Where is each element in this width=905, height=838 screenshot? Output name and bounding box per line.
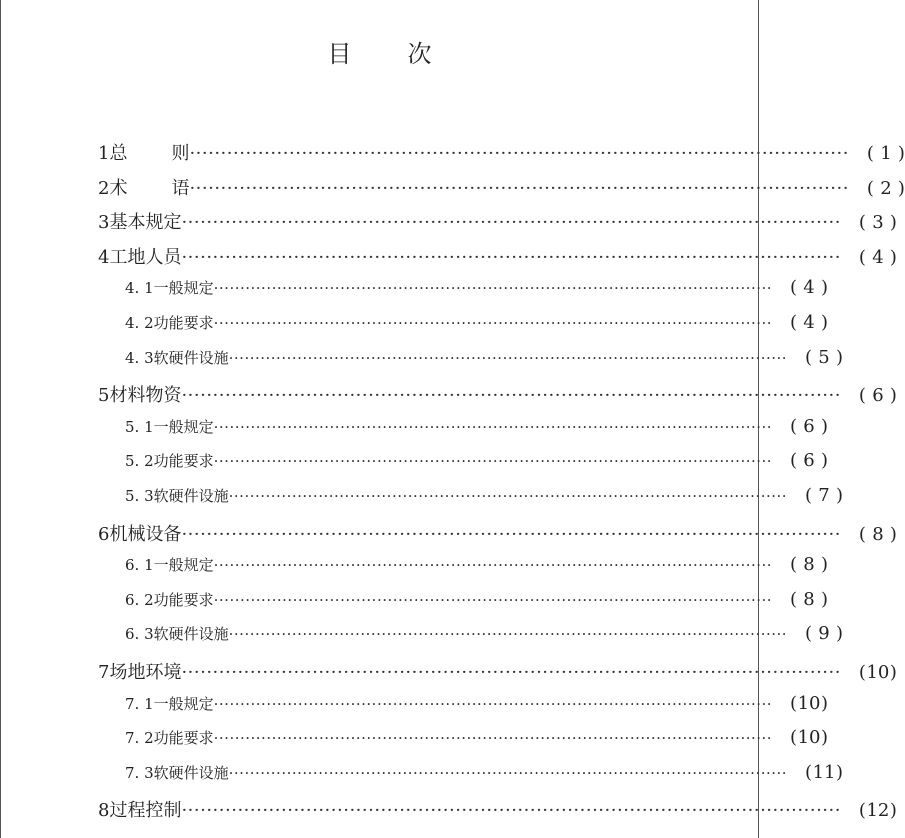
paren-close: )	[821, 692, 829, 714]
paren-open: (	[790, 692, 798, 714]
dot-leader: ··········································································································	[213, 694, 773, 713]
paren-open: (	[790, 554, 798, 576]
toc-entry-label: 功能要求	[153, 313, 214, 332]
toc-entry-label: 功能要求	[153, 452, 214, 471]
paren-close: )	[836, 761, 844, 783]
toc-entry-chapter[interactable]	[98, 243, 897, 278]
toc-entry-number: 4. 3	[125, 348, 154, 367]
page-number: 9	[818, 623, 830, 645]
toc-entry-number: 6. 3	[125, 625, 154, 644]
toc-entry-label: 一般规定	[153, 279, 214, 298]
toc-entry-section[interactable]	[98, 588, 829, 624]
toc-entry-section[interactable]	[98, 623, 844, 658]
toc-entry-label: 软硬件设施	[153, 625, 229, 644]
toc-entry-number: 2	[98, 177, 110, 199]
toc-entry-label: 软硬件设施	[153, 763, 229, 782]
page-number: 5	[818, 346, 830, 368]
paren-close: )	[821, 554, 829, 576]
toc-entry-page	[780, 312, 828, 333]
toc-entry-page	[780, 693, 828, 714]
page-number: 10	[797, 727, 821, 749]
paren-open: (	[858, 661, 866, 683]
toc-entry-section[interactable]	[98, 346, 844, 382]
toc-entry-label: 基本规定	[109, 212, 182, 234]
toc-entry-label: 功能要求	[153, 729, 214, 748]
toc-entry-page	[795, 762, 843, 783]
toc-entry-number: 5. 2	[125, 452, 154, 471]
toc-entry-page	[849, 385, 897, 406]
toc-entry-section[interactable]	[98, 727, 829, 762]
dot-leader: ··········································································································	[228, 486, 788, 505]
dot-leader: ··········································································································	[181, 246, 841, 268]
paren-close: )	[836, 346, 844, 368]
paren-close: )	[889, 661, 897, 683]
toc-entry-number: 4. 1	[125, 279, 154, 298]
table-of-contents	[98, 139, 905, 831]
paren-open: (	[858, 523, 866, 545]
page-number: 4	[872, 246, 884, 268]
dot-leader: ··········································································································	[213, 417, 773, 436]
toc-entry-label: 一般规定	[153, 417, 214, 436]
dot-leader: ··········································································································	[228, 348, 788, 367]
paren-close: )	[821, 311, 829, 333]
page-number: 6	[803, 450, 815, 472]
paren-close: )	[889, 246, 897, 268]
dot-leader: ··········································································································	[213, 452, 773, 471]
paren-open: (	[866, 143, 874, 164]
toc-entry-number: 4	[98, 246, 110, 268]
page-number: 7	[818, 484, 830, 506]
toc-entry-label: 材料物资	[109, 385, 182, 407]
toc-entry-section[interactable]	[98, 277, 829, 312]
dot-leader: ··········································································································	[181, 661, 841, 683]
toc-entry-section[interactable]	[98, 450, 829, 485]
toc-entry-section[interactable]	[98, 311, 829, 347]
toc-entry-page	[795, 623, 843, 644]
toc-entry-number: 7. 3	[125, 763, 154, 782]
toc-entry-label: 一般规定	[153, 694, 214, 713]
dot-leader: ··········································································································	[189, 143, 849, 164]
toc-entry-number: 6	[98, 523, 110, 545]
page-number: 6	[872, 385, 884, 407]
paren-open: (	[858, 212, 866, 234]
dot-leader: ··········································································································	[213, 729, 773, 748]
paren-open: (	[790, 588, 798, 610]
dot-leader: ··········································································································	[228, 763, 788, 782]
toc-entry-label: 软硬件设施	[153, 486, 229, 505]
paren-close: )	[836, 623, 844, 645]
toc-entry-chapter[interactable]	[98, 381, 897, 416]
toc-entry-number: 6. 1	[125, 556, 154, 575]
page-number: 6	[803, 415, 815, 437]
paren-open: (	[858, 246, 866, 268]
toc-entry-page	[849, 247, 897, 268]
toc-entry-page	[780, 450, 828, 471]
toc-entry-number: 6. 2	[125, 590, 154, 609]
paren-close: )	[889, 212, 897, 234]
page-number: 10	[866, 661, 890, 683]
toc-entry-chapter[interactable]	[98, 208, 897, 243]
toc-entry-page	[795, 347, 843, 368]
toc-entry-section[interactable]	[98, 415, 829, 451]
toc-entry-label: 功能要求	[153, 590, 214, 609]
toc-entry-page	[849, 212, 897, 233]
toc-entry-page	[849, 524, 897, 545]
toc-entry-chapter[interactable]	[98, 520, 897, 555]
toc-entry-number: 7	[98, 661, 110, 683]
toc-entry-number: 3	[98, 212, 110, 234]
toc-entry-number: 5. 1	[125, 417, 154, 436]
dot-leader: ··········································································································	[213, 313, 773, 332]
dot-leader: ··········································································································	[189, 177, 849, 199]
toc-entry-page	[849, 800, 897, 821]
dot-leader: ··········································································································	[213, 590, 773, 609]
toc-title-char-1: 目	[327, 40, 354, 68]
toc-entry-section[interactable]	[98, 692, 829, 728]
page-number: 8	[872, 523, 884, 545]
dot-leader: ··········································································································	[181, 523, 841, 545]
page-number: 8	[803, 588, 815, 610]
toc-entry-section[interactable]	[98, 484, 844, 520]
paren-close: )	[821, 588, 829, 610]
page-number: 4	[803, 277, 815, 299]
dot-leader: ··········································································································	[181, 385, 841, 407]
page-number: 11	[812, 761, 836, 783]
page-number: 2	[880, 177, 892, 199]
toc-entry-chapter[interactable]	[98, 796, 897, 831]
toc-entry-section[interactable]	[98, 554, 829, 589]
toc-entry-chapter[interactable]	[98, 658, 897, 693]
page-number: 1	[880, 143, 892, 164]
toc-entry-label: 软硬件设施	[153, 348, 229, 367]
toc-entry-page	[780, 589, 828, 610]
paren-close: )	[889, 800, 897, 822]
paren-close: )	[897, 143, 905, 164]
toc-entry-label	[109, 139, 189, 165]
toc-entry-label: 场地环境	[109, 661, 182, 683]
paren-open: (	[866, 177, 874, 199]
page-number: 4	[803, 311, 815, 333]
toc-entry-chapter[interactable]	[98, 174, 905, 209]
toc-entry-page	[857, 143, 905, 164]
toc-title-char-2: 次	[407, 40, 434, 68]
paren-open: (	[858, 800, 866, 822]
toc-entry-label	[109, 174, 189, 200]
paren-open: (	[805, 484, 813, 506]
paren-close: )	[889, 385, 897, 407]
page-number: 3	[872, 212, 884, 234]
toc-entry-page	[780, 277, 828, 298]
toc-entry-label-part: 总	[109, 143, 128, 164]
dot-leader: ··········································································································	[213, 556, 773, 575]
toc-entry-label-part: 术	[109, 177, 128, 199]
dot-leader: ··········································································································	[181, 800, 841, 822]
paren-open: (	[805, 623, 813, 645]
toc-entry-page	[780, 416, 828, 437]
toc-entry-label: 一般规定	[153, 556, 214, 575]
paren-close: )	[821, 277, 829, 299]
paren-open: (	[790, 277, 798, 299]
toc-entry-page	[795, 485, 843, 506]
paren-open: (	[790, 415, 798, 437]
paren-close: )	[897, 177, 905, 199]
page-number: 12	[866, 800, 890, 822]
paren-open: (	[805, 346, 813, 368]
toc-entry-page	[780, 554, 828, 575]
paren-close: )	[889, 523, 897, 545]
toc-entry-section[interactable]	[98, 761, 844, 797]
page-number: 10	[797, 692, 821, 714]
toc-entry-page	[849, 662, 897, 683]
toc-entry-chapter[interactable]	[98, 139, 905, 174]
toc-entry-label: 过程控制	[109, 800, 182, 822]
toc-entry-page	[780, 727, 828, 748]
dot-leader: ··········································································································	[213, 279, 773, 298]
paren-open: (	[790, 727, 798, 749]
toc-entry-number: 5. 3	[125, 486, 154, 505]
toc-entry-number: 7. 1	[125, 694, 154, 713]
dot-leader: ··········································································································	[228, 625, 788, 644]
page-number: 8	[803, 554, 815, 576]
toc-entry-label: 机械设备	[109, 523, 182, 545]
toc-entry-number: 4. 2	[125, 313, 154, 332]
toc-entry-label-part: 语	[171, 177, 190, 199]
paren-open: (	[805, 761, 813, 783]
paren-close: )	[821, 727, 829, 749]
toc-title	[1, 34, 760, 69]
toc-entry-number: 5	[98, 385, 110, 407]
paren-open: (	[858, 385, 866, 407]
paren-close: )	[821, 415, 829, 437]
paren-close: )	[836, 484, 844, 506]
toc-entry-label: 工地人员	[109, 246, 182, 268]
paren-close: )	[821, 450, 829, 472]
toc-entry-page	[857, 178, 905, 199]
toc-entry-number: 1	[98, 143, 110, 164]
toc-entry-number: 8	[98, 800, 110, 822]
toc-entry-label-part: 则	[171, 143, 190, 164]
toc-entry-number: 7. 2	[125, 729, 154, 748]
paren-open: (	[790, 450, 798, 472]
paren-open: (	[790, 311, 798, 333]
dot-leader: ··········································································································	[181, 212, 841, 234]
